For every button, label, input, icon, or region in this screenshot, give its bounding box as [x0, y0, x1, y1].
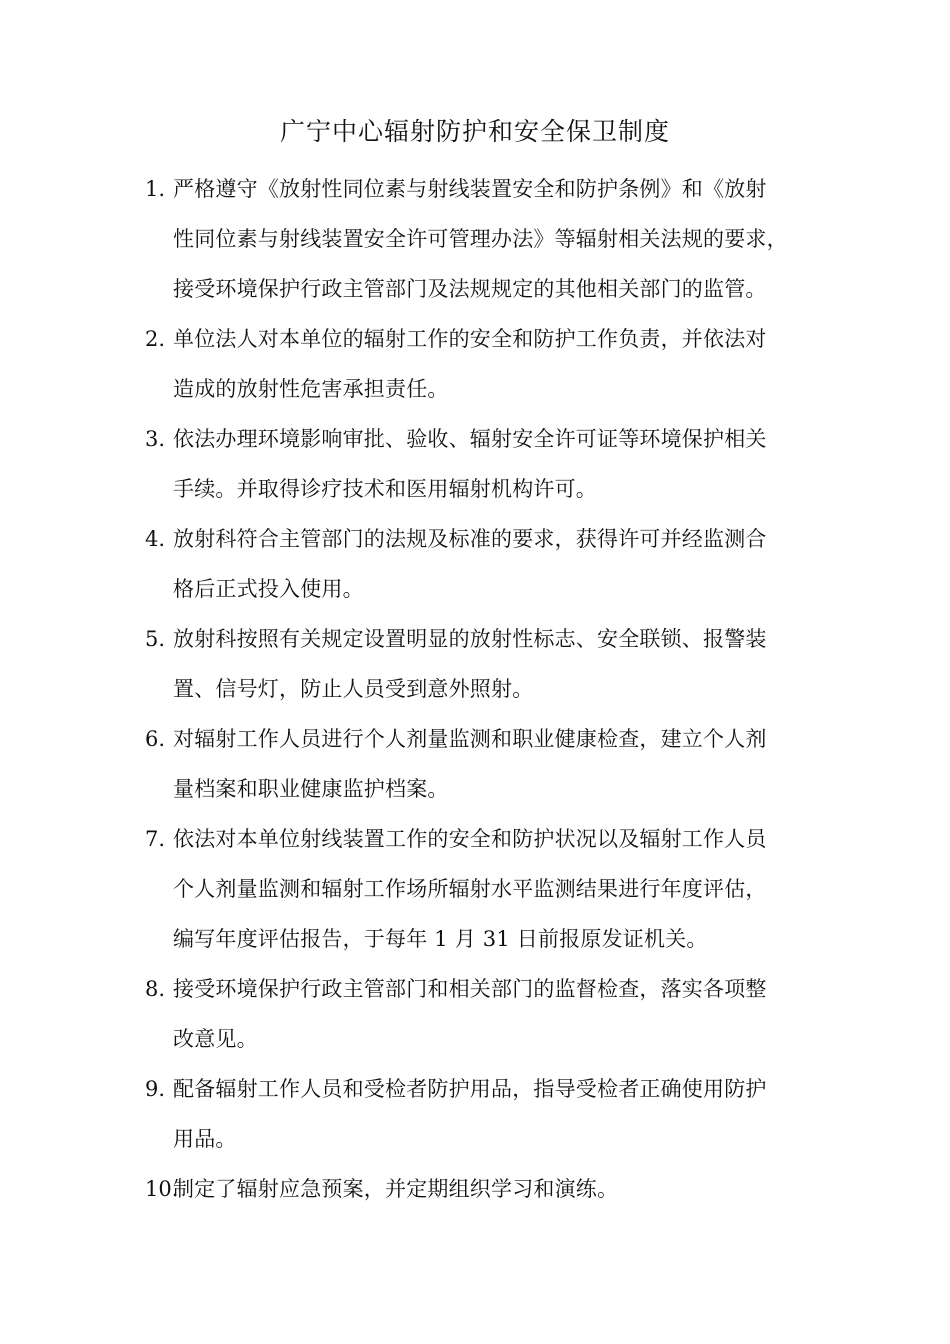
rule-item — [145, 414, 815, 514]
rule-item — [145, 314, 815, 414]
rule-text-line: 手续。并取得诊疗技术和医用辐射机构许可。 — [173, 477, 597, 501]
document-title: 广宁中心辐射防护和安全保卫制度 — [279, 117, 670, 146]
rule-text-line: 接受环境保护行政主管部门和相关部门的监督检查，落实各项整 — [173, 977, 767, 1001]
rule-text-line: 放射科符合主管部门的法规及标准的要求，获得许可并经监测合 — [173, 527, 767, 551]
rule-text-line: 单位法人对本单位的辐射工作的安全和防护工作负责，并依法对 — [173, 327, 767, 351]
rule-text-line: 对辐射工作人员进行个人剂量监测和职业健康检查，建立个人剂 — [173, 727, 767, 751]
rule-text-line: 造成的放射性危害承担责任。 — [173, 377, 449, 401]
rule-text-line: 编写年度评估报告，于每年 1 月 31 日前报原发证机关。 — [173, 927, 708, 951]
rules-list — [145, 164, 815, 1214]
rule-text-line: 格后正式投入使用。 — [173, 577, 364, 601]
rule-text-line: 依法对本单位射线装置工作的安全和防护状况以及辐射工作人员 — [173, 827, 767, 851]
rule-text-line: 配备辐射工作人员和受检者防护用品，指导受检者正确使用防护 — [173, 1077, 767, 1101]
rule-item — [145, 614, 815, 714]
rule-text-line: 放射科按照有关规定设置明显的放射性标志、安全联锁、报警装 — [173, 627, 767, 651]
rule-text-line: 置、信号灯，防止人员受到意外照射。 — [173, 677, 534, 701]
rule-text-line: 性同位素与射线装置安全许可管理办法》等辐射相关法规的要求， — [173, 227, 788, 251]
rule-item — [145, 814, 815, 964]
rule-item — [145, 964, 815, 1064]
rule-text-line: 个人剂量监测和辐射工作场所辐射水平监测结果进行年度评估， — [173, 877, 767, 901]
rule-number: 3. — [145, 427, 166, 451]
rule-number: 5. — [145, 627, 166, 651]
rule-item — [145, 1164, 815, 1214]
rule-number: 1. — [145, 177, 166, 201]
rule-number: 2. — [145, 327, 166, 351]
rule-text-line: 用品。 — [173, 1127, 237, 1151]
rule-text-line: 量档案和职业健康监护档案。 — [173, 777, 449, 801]
rule-text-line: 严格遵守《放射性同位素与射线装置安全和防护条例》和《放射 — [173, 177, 767, 201]
rule-number: 7. — [145, 827, 166, 851]
rule-text-line: 制定了辐射应急预案，并定期组织学习和演练。 — [173, 1177, 619, 1201]
rule-text-line: 接受环境保护行政主管部门及法规规定的其他相关部门的监管。 — [173, 277, 767, 301]
rule-text-line: 依法办理环境影响审批、验收、辐射安全许可证等环境保护相关 — [173, 427, 767, 451]
rule-item — [145, 514, 815, 614]
rule-number: 6. — [145, 727, 166, 751]
rule-text-line: 改意见。 — [173, 1027, 258, 1051]
rule-item — [145, 1064, 815, 1164]
rule-number: 9. — [145, 1077, 166, 1101]
rule-item — [145, 164, 815, 314]
rule-number: 8. — [145, 977, 166, 1001]
rule-item — [145, 714, 815, 814]
rule-number: 4. — [145, 527, 166, 551]
rule-number: 10. — [145, 1177, 179, 1201]
